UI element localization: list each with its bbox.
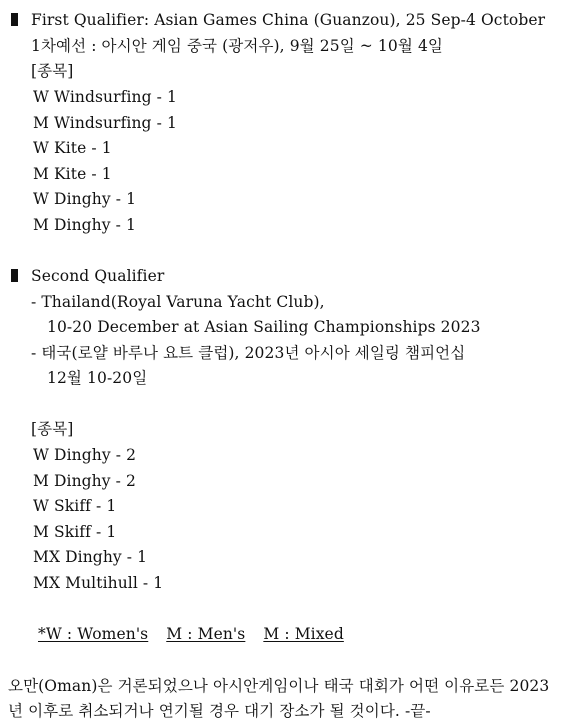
events-label: [종목]: [31, 420, 74, 438]
event-item: M Skiff - 1: [33, 523, 117, 541]
event-item: W Kite - 1: [33, 139, 112, 157]
legend-women: *W : Women's: [38, 625, 149, 643]
event-item: W Dinghy - 2: [33, 446, 137, 464]
bullet-square-icon: [11, 13, 18, 26]
second-qualifier-dates-korean: 12월 10-20일: [47, 369, 148, 387]
footer-note-line-1: 오만(Oman)은 거론되었으나 아시안게임이나 태국 대회가 어떤 이유로든 2023: [8, 677, 550, 695]
event-item: W Skiff - 1: [33, 497, 117, 515]
first-qualifier-heading-korean: 1차예선 : 아시안 게임 중국 (광저우), 9월 25일 ~ 10월 4일: [31, 37, 443, 55]
second-qualifier-dates: 10-20 December at Asian Sailing Championships 2023: [47, 318, 481, 336]
legend-mixed: M : Mixed: [263, 625, 344, 643]
second-qualifier-venue: - Thailand(Royal Varuna Yacht Club),: [31, 293, 325, 311]
event-item: M Windsurfing - 1: [33, 114, 177, 132]
second-qualifier-heading: Second Qualifier: [31, 267, 165, 285]
event-item: M Kite - 1: [33, 165, 112, 183]
footer-note-line-2: 년 이후로 취소되거나 연기될 경우 대기 장소가 될 것이다. -끝-: [8, 702, 431, 720]
bullet-square-icon: [11, 269, 18, 282]
event-item: MX Multihull - 1: [33, 574, 164, 592]
event-item: M Dinghy - 1: [33, 216, 136, 234]
event-item: W Windsurfing - 1: [33, 88, 177, 106]
second-qualifier-venue-korean: - 태국(로얄 바루나 요트 클럽), 2023년 아시아 세일링 챔피언십: [31, 344, 466, 362]
legend: [38, 624, 344, 644]
first-qualifier-heading: First Qualifier: Asian Games China (Guanzou), 25 Sep-4 October: [31, 11, 546, 29]
legend-men: M : Men's: [166, 625, 246, 643]
events-label: [종목]: [31, 62, 74, 80]
event-item: W Dinghy - 1: [33, 190, 137, 208]
event-item: M Dinghy - 2: [33, 472, 136, 490]
event-item: MX Dinghy - 1: [33, 548, 148, 566]
